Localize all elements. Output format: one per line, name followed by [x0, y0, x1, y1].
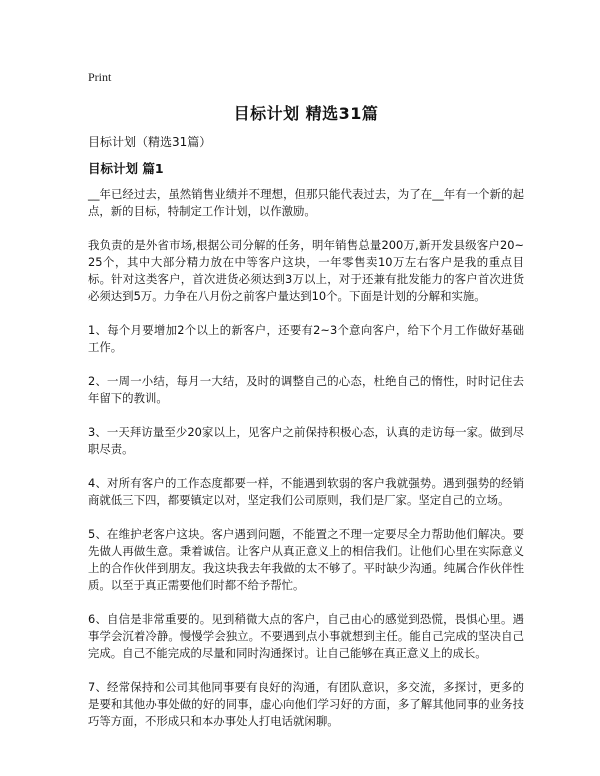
page-title: 目标计划 精选31篇 [233, 104, 379, 123]
paragraph-item-1: 1、每个月要增加2个以上的新客户，还要有2~3个意向客户，给下个月工作做好基础工作。 [88, 323, 524, 354]
section-heading: 目标计划 篇1 [88, 161, 164, 176]
paragraph-item-7: 7、经常保持和公司其他同事要有良好的沟通，有团队意识，多交流，多探讨，更多的是要和其他办事处做的好的同事，虚心向他们学习好的方面，多了解其他同事的业务技巧等方面，不形成只和本办事处人打电话就闲聊。 [88, 680, 524, 728]
paragraph-item-4: 4、对所有客户的工作态度都要一样，不能遇到软弱的客户我就强势。遇到强势的经销商就低三下四，都要镇定以对，坚定我们公司原则，我们是厂家。坚定自己的立场。 [88, 476, 524, 507]
paragraph-responsibility: 我负责的是外省市场,根据公司分解的任务，明年销售总量200万,新开发县级客户20~25个，其中大部分精力放在中等客户这块，一年零售卖10万左右客户是我的重点目标。针对这类客户，首次进货必须达到3万以上，对于还兼有批发能力的客户首次进货必须达到5万。力争在八月份之前客户量达到10个。下面是计划的分解和实施。 [88, 238, 524, 303]
paragraph-item-3: 3、一天拜访量至少20家以上，见客户之前保持积极心态，认真的走访每一家。做到尽职尽责。 [88, 425, 524, 456]
paragraph-intro: __年已经过去，虽然销售业绩并不理想，但那只能代表过去，为了在__年有一个新的起点，新的目标，特制定工作计划，以作激励。 [88, 187, 524, 218]
document-subtitle: 目标计划（精选31篇） [88, 135, 212, 149]
print-label: Print [88, 70, 112, 84]
paragraph-item-6: 6、自信是非常重要的。见到稍微大点的客户，自己由心的感觉到恐慌，畏惧心里。遇事学会沉着冷静。慢慢学会独立。不要遇到点小事就想到主任。能自己完成的坚决自己完成。自己不能完成的尽量和同时沟通探讨。让自己能够在真正意义上的成长。 [88, 612, 524, 660]
paragraph-item-5: 5、在维护老客户这块。客户遇到问题，不能置之不理一定要尽全力帮助他们解决。要先做人再做生意。秉着诚信。让客户从真正意义上的相信我们。让他们心里在实际意义上的合作伙伴到朋友。我这块我去年我做的太不够了。平时缺少沟通。纯属合作伙伴性质。以至于真正需要他们时都不给予帮忙。 [88, 527, 524, 592]
body-text [88, 186, 524, 747]
paragraph-item-2: 2、一周一小结，每月一大结，及时的调整自己的心态，杜绝自己的惰性，时时记住去年留下的教训。 [88, 374, 524, 405]
